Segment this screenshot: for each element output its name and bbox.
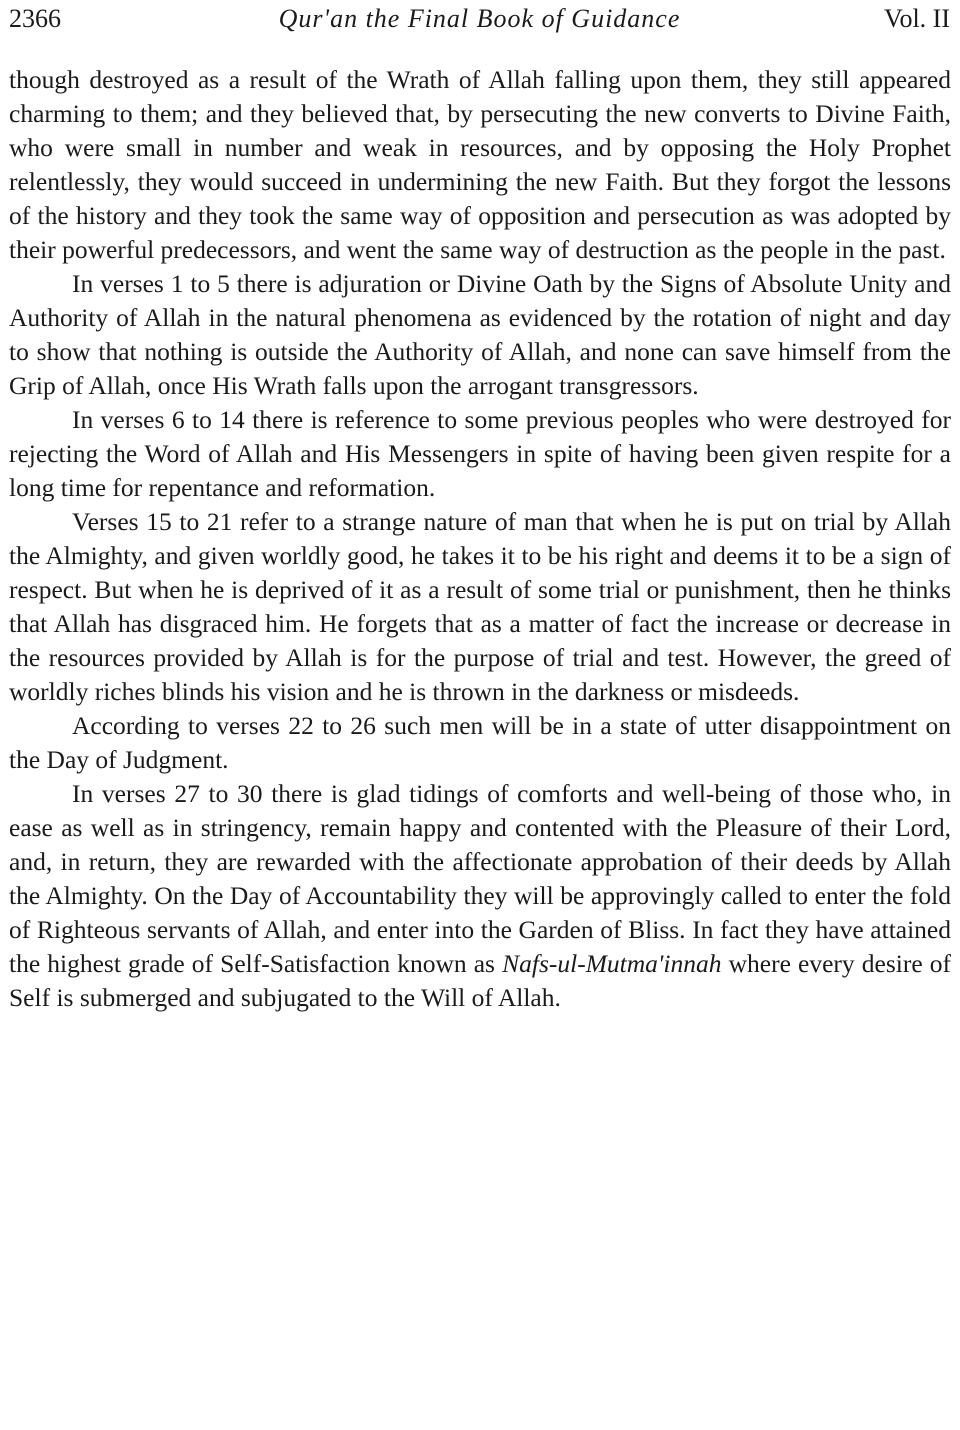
paragraph-verses-22-26: According to verses 22 to 26 such men will be in a state of utter disappointment on the Day of Judgment. — [9, 711, 951, 774]
paragraph-continuation: though destroyed as a result of the Wrath of Allah falling upon them, they still appeared charming to them; and they believed that, by persecuting the new converts to Divine Faith, who were small in number and weak in resources, and by opposing the Holy Prophet relentlessly, they would succeed in undermining the new Faith. But they forgot the lessons of the history and they took the same way of opposition and persecution as was adopted by their powerful predecessors, and went the same way of destruction as the people in the past. — [9, 65, 951, 264]
book-title: Qur'an the Final Book of Guidance — [278, 4, 681, 33]
paragraph-verses-6-14: In verses 6 to 14 there is reference to some previous peoples who were destroyed for rejecting the Word of Allah and His Messengers in spite of having been given respite for a long time for repentance and reformation. — [9, 405, 951, 502]
running-header — [9, 2, 950, 36]
page-number: 2366 — [9, 4, 61, 33]
volume-label: Vol. II — [884, 4, 950, 33]
italic-term: Nafs-ul-Mutma'innah — [502, 949, 722, 978]
paragraph-verses-27-30 — [9, 777, 951, 1015]
paragraph-text-after-term: where every desire of Self is submerged and subjugated to the Will of Allah. — [9, 949, 951, 1012]
paragraph-verses-1-5: In verses 1 to 5 there is adjuration or Divine Oath by the Signs of Absolute Unity and Authority of Allah in the natural phenomena as evidenced by the rotation of night and day to show that nothing is outside the Authority of Allah, and none can save himself from the Grip of Allah, once His Wrath falls upon the arrogant transgressors. — [9, 269, 951, 400]
body-text — [9, 63, 951, 1015]
paragraph-verses-15-21: Verses 15 to 21 refer to a strange nature of man that when he is put on trial by Allah the Almighty, and given worldly good, he takes it to be his right and deems it to be a sign of respect. But when he is deprived of it as a result of some trial or punishment, then he thinks that Allah has disgraced him. He forgets that as a matter of fact the increase or decrease in the resources provided by Allah is for the purpose of trial and test. However, the greed of worldly riches blinds his vision and he is thrown in the darkness or misdeeds. — [9, 507, 951, 706]
paragraph-text-before-term: In verses 27 to 30 there is glad tidings of comforts and well-being of those who, in ease as well as in stringency, remain happy and contented with the Pleasure of their Lord, and, in return, they are rewarded with the affectionate approbation of their deeds by Allah the Almighty. On the Day of Accountability they will be approvingly called to enter the fold of Righteous servants of Allah, and enter into the Garden of Bliss. In fact they have attained the highest grade of Self-Satisfaction known as — [9, 779, 951, 978]
